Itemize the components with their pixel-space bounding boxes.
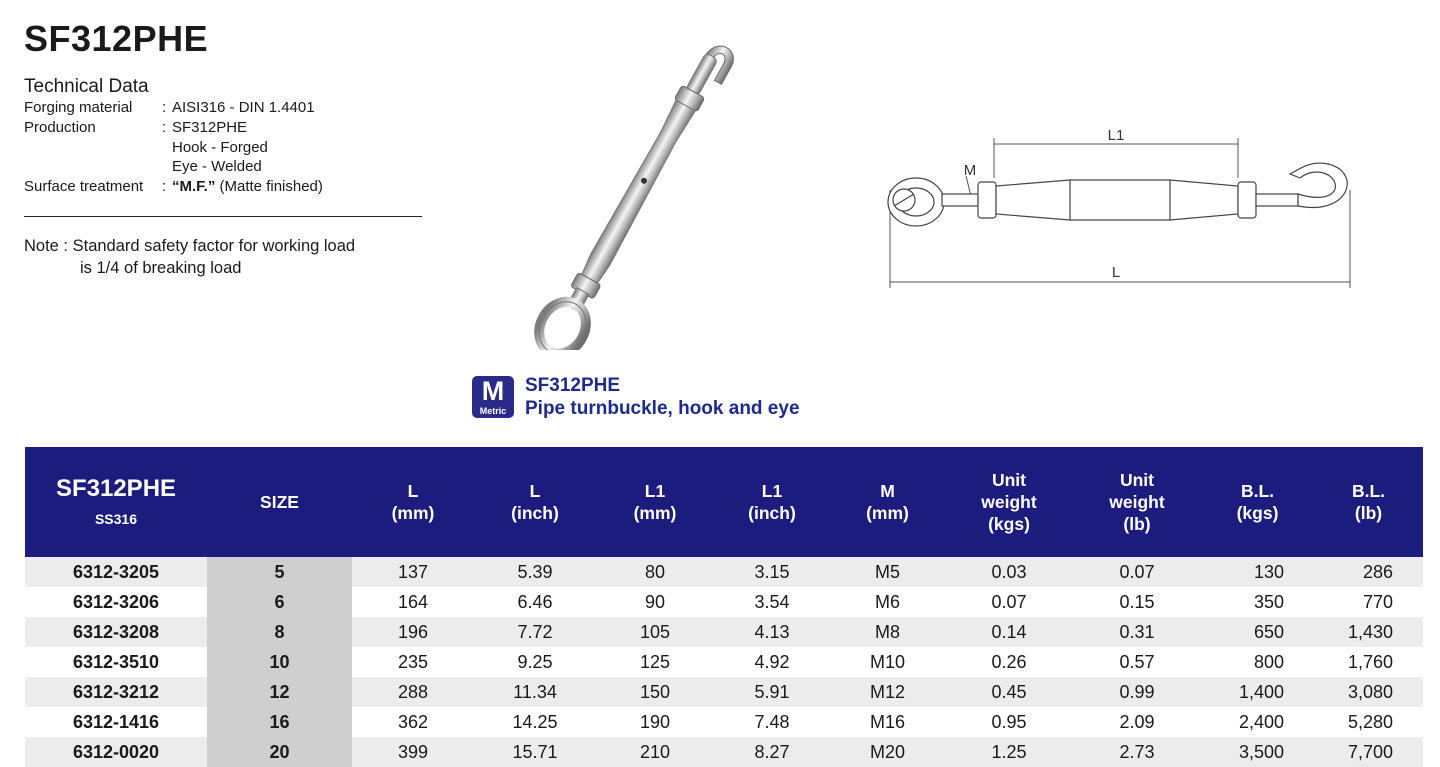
badge-word: Metric — [479, 406, 507, 416]
table-cell: 190 — [596, 707, 714, 737]
label-l: L — [1111, 264, 1121, 281]
badge-letter: M — [481, 376, 505, 406]
spec-value: AISI316 - DIN 1.4401 — [172, 99, 315, 116]
product-caption — [525, 374, 800, 420]
table-cell: 6.46 — [474, 587, 596, 617]
table-cell: 4.92 — [714, 647, 830, 677]
column-header: L1 (inch) — [714, 447, 830, 557]
table-cell: 0.45 — [945, 677, 1073, 707]
model-name: SF312PHE — [55, 475, 177, 502]
table-cell: 0.07 — [945, 587, 1073, 617]
table-cell: 1.25 — [945, 737, 1073, 767]
table-cell: 7.48 — [714, 707, 830, 737]
table-row — [25, 737, 1423, 767]
column-header: SIZE — [207, 447, 352, 557]
table-cell: 0.95 — [945, 707, 1073, 737]
table-cell: 4.13 — [714, 617, 830, 647]
table-cell: 288 — [352, 677, 474, 707]
table-row — [25, 557, 1423, 587]
spec-label: Production — [24, 118, 96, 136]
table-cell: 800 — [1201, 647, 1314, 677]
table-cell: M16 — [830, 707, 945, 737]
table-cell: 3,080 — [1314, 677, 1423, 707]
table-cell: 0.31 — [1073, 617, 1201, 647]
size-cell: 16 — [207, 707, 352, 737]
spec-label — [24, 138, 162, 158]
table-row — [25, 587, 1423, 617]
label-m: M — [963, 162, 977, 179]
spec-value: SF312PHE — [172, 118, 248, 136]
label-l1: L1 — [1107, 127, 1125, 144]
spec-colon: : — [162, 99, 167, 116]
table-cell: 2.73 — [1073, 737, 1201, 767]
size-cell: 8 — [207, 617, 352, 647]
table-cell: 3.54 — [714, 587, 830, 617]
spec-label — [24, 157, 162, 177]
table-cell: 286 — [1314, 557, 1423, 587]
table-cell: M8 — [830, 617, 945, 647]
spec-colon — [162, 138, 172, 158]
table-cell: 5.39 — [474, 557, 596, 587]
column-header: L (mm) — [352, 447, 474, 557]
surface-treatment-desc: (Matte finished) — [215, 178, 323, 196]
spec-row — [24, 98, 323, 118]
note-line: is 1/4 of breaking load — [80, 258, 242, 277]
table-cell: 0.14 — [945, 617, 1073, 647]
table-cell: M5 — [830, 557, 945, 587]
size-cell: 12 — [207, 677, 352, 707]
table-cell: 5.91 — [714, 677, 830, 707]
table-cell: M10 — [830, 647, 945, 677]
surface-treatment-code: “M.F.” — [172, 178, 216, 196]
table-row — [25, 617, 1423, 647]
table-row — [25, 647, 1423, 677]
page-title: SF312PHE — [24, 18, 209, 59]
article-code-cell: 6312-1416 — [25, 707, 207, 737]
turnbuckle-product-image — [460, 30, 820, 350]
size-cell: 5 — [207, 557, 352, 587]
size-cell: 10 — [207, 647, 352, 677]
table-cell: M20 — [830, 737, 945, 767]
table-cell: 125 — [596, 647, 714, 677]
column-header: L1 (mm) — [596, 447, 714, 557]
table-cell: 196 — [352, 617, 474, 647]
table-cell: 150 — [596, 677, 714, 707]
table-cell: M6 — [830, 587, 945, 617]
column-header: B.L. (lb) — [1314, 447, 1423, 557]
table-cell: 5,280 — [1314, 707, 1423, 737]
column-header: B.L. (kgs) — [1201, 447, 1314, 557]
technical-data-heading: Technical Data — [24, 76, 149, 97]
spec-colon: : — [162, 118, 167, 136]
table-cell: 210 — [596, 737, 714, 767]
column-header: L (inch) — [474, 447, 596, 557]
table-row — [25, 707, 1423, 737]
table-cell: 0.07 — [1073, 557, 1201, 587]
metric-badge-icon — [472, 376, 514, 418]
model-material: SS316 — [94, 511, 138, 527]
size-cell: 20 — [207, 737, 352, 767]
table-cell: 235 — [352, 647, 474, 677]
caption-description: Pipe turnbuckle, hook and eye — [525, 398, 800, 419]
table-header-row — [25, 447, 1423, 557]
column-header: Unit weight (lb) — [1073, 447, 1201, 557]
caption-model: SF312PHE — [525, 375, 621, 396]
table-cell: 9.25 — [474, 647, 596, 677]
article-code-cell: 6312-0020 — [25, 737, 207, 767]
article-code-cell: 6312-3205 — [25, 557, 207, 587]
spec-label: Surface treatment — [24, 178, 144, 196]
spec-value — [172, 177, 323, 197]
dimension-diagram — [880, 120, 1360, 290]
spec-label: Forging material — [24, 99, 133, 116]
table-cell: 164 — [352, 587, 474, 617]
column-header: Unit weight (kgs) — [945, 447, 1073, 557]
table-cell: 11.34 — [474, 677, 596, 707]
table-cell: 399 — [352, 737, 474, 767]
article-code-cell: 6312-3206 — [25, 587, 207, 617]
table-cell: M12 — [830, 677, 945, 707]
section-divider — [24, 216, 422, 217]
table-cell: 90 — [596, 587, 714, 617]
article-code-cell: 6312-3208 — [25, 617, 207, 647]
table-cell: 7,700 — [1314, 737, 1423, 767]
specification-table — [25, 447, 1423, 767]
table-cell: 3,500 — [1201, 737, 1314, 767]
table-cell: 3.15 — [714, 557, 830, 587]
column-header-model — [25, 447, 207, 557]
table-cell: 350 — [1201, 587, 1314, 617]
spec-row — [24, 157, 323, 177]
table-cell: 80 — [596, 557, 714, 587]
table-cell: 362 — [352, 707, 474, 737]
table-cell: 8.27 — [714, 737, 830, 767]
spec-value: Hook - Forged — [172, 138, 268, 156]
table-cell: 7.72 — [474, 617, 596, 647]
table-cell: 137 — [352, 557, 474, 587]
spec-row — [24, 177, 323, 197]
table-cell: 1,430 — [1314, 617, 1423, 647]
spec-value: Eye - Welded — [172, 158, 262, 176]
table-cell: 0.03 — [945, 557, 1073, 587]
table-cell: 0.26 — [945, 647, 1073, 677]
spec-row — [24, 138, 323, 158]
table-cell: 2,400 — [1201, 707, 1314, 737]
table-cell: 0.57 — [1073, 647, 1201, 677]
article-code-cell: 6312-3212 — [25, 677, 207, 707]
spec-row — [24, 118, 323, 138]
table-cell: 0.15 — [1073, 587, 1201, 617]
table-body — [25, 557, 1423, 767]
table-cell: 770 — [1314, 587, 1423, 617]
column-header: M (mm) — [830, 447, 945, 557]
table-cell: 650 — [1201, 617, 1314, 647]
spec-colon — [162, 157, 172, 177]
table-cell: 105 — [596, 617, 714, 647]
safety-note — [24, 236, 355, 279]
table-cell: 14.25 — [474, 707, 596, 737]
table-row — [25, 677, 1423, 707]
note-line: Note : Standard safety factor for working load — [24, 237, 356, 255]
size-cell: 6 — [207, 587, 352, 617]
table-cell: 0.99 — [1073, 677, 1201, 707]
spec-colon: : — [162, 178, 167, 196]
table-cell: 15.71 — [474, 737, 596, 767]
table-cell: 130 — [1201, 557, 1314, 587]
table-cell: 2.09 — [1073, 707, 1201, 737]
table-cell: 1,400 — [1201, 677, 1314, 707]
table-cell: 1,760 — [1314, 647, 1423, 677]
technical-spec-list — [24, 98, 323, 197]
article-code-cell: 6312-3510 — [25, 647, 207, 677]
